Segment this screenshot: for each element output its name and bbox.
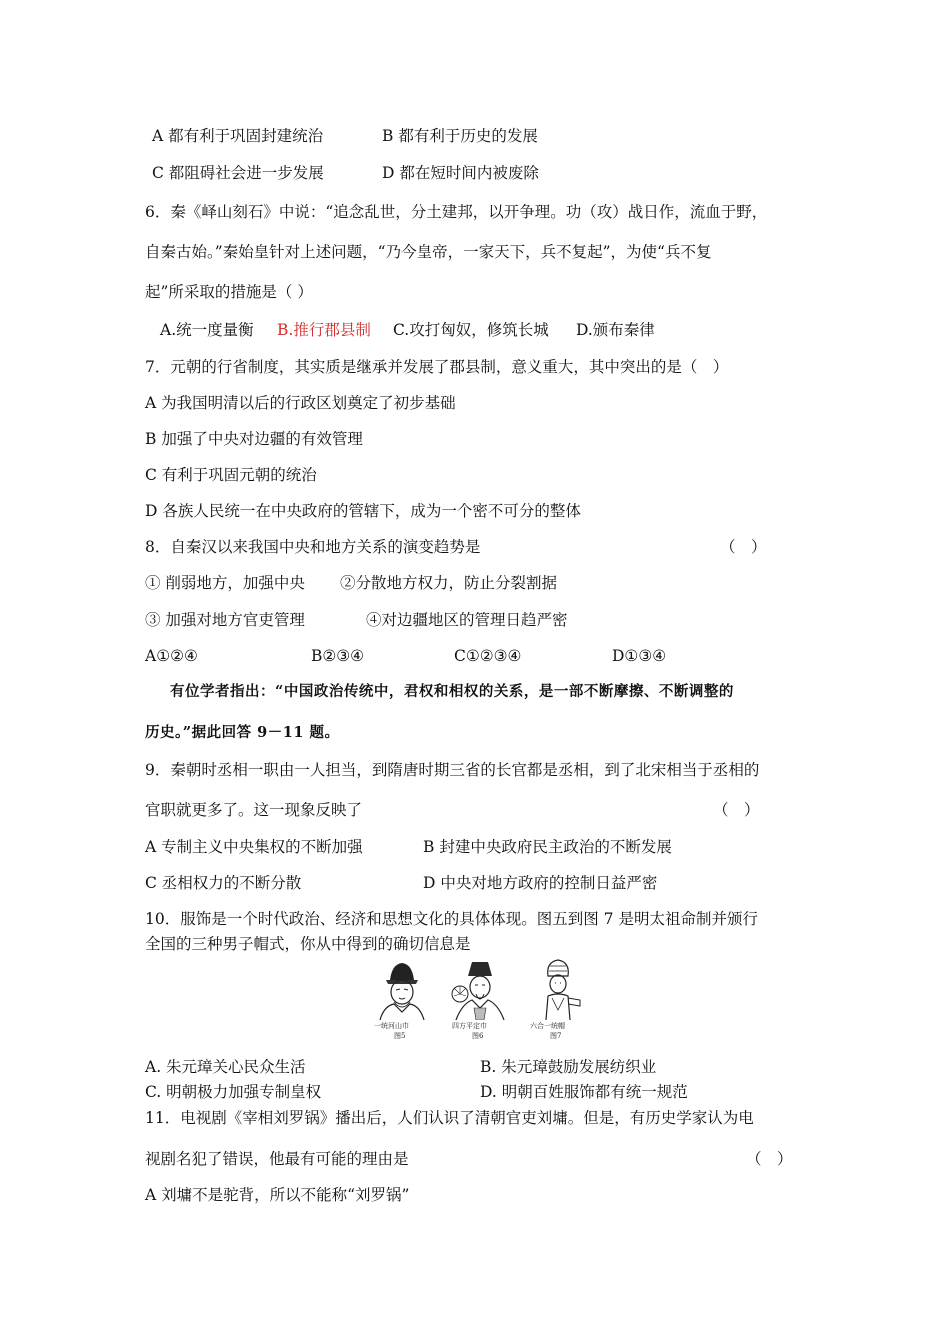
q9-option-b: B 封建中央政府民主政治的不断发展 [423,838,672,856]
q8-statement-1: ① 削弱地方，加强中央 [145,574,305,592]
q6-option-d: D.颁布秦律 [576,321,655,339]
q6-stem-line2: 自秦古始。”秦始皇针对上述问题，“乃今皇帝，一家天下，兵不复起”，为使“兵不复 [145,243,712,261]
figure-5-caption: 一统河山巾 [374,1022,409,1030]
figure-6-caption: 四方平定巾 [452,1022,487,1030]
q9-option-a: A 专制主义中央集权的不断加强 [145,838,363,856]
q8-option-c: C①②③④ [454,647,522,665]
q8-statement-3: ③ 加强对地方官吏管理 [145,611,305,629]
q8-option-a: A①②④ [145,647,198,665]
q8-option-d: D①③④ [612,647,667,665]
q9-stem-line1: 9．秦朝时丞相一职由一人担当，到隋唐时期三省的长官都是丞相，到了北宋相当于丞相的 [145,761,760,779]
figure-6-label: 图6 [472,1032,484,1040]
q6-stem-line1: 6．秦《峄山刻石》中说：“追念乱世，分土建邦，以开争理。功（攻）战日作，流血于野， [145,203,768,221]
man-with-square-hat-icon [450,958,510,1020]
q6-option-b-highlighted: B.推行郡县制 [277,321,371,339]
man-with-tall-hat-icon [528,958,588,1020]
q9-option-c: C 丞相权力的不断分散 [145,874,302,892]
q9-option-d: D 中央对地方政府的控制日益严密 [423,874,658,892]
q5-option-a: A 都有利于巩固封建统治 [152,127,324,145]
q9-answer-paren: （ ） [713,801,760,819]
q8-statement-2: ②分散地方权力，防止分裂割据 [340,574,558,592]
q10-option-a: A. 朱元璋关心民众生活 [145,1058,306,1076]
q7-option-a: A 为我国明清以后的行政区划奠定了初步基础 [145,394,456,412]
q7-option-d: D 各族人民统一在中央政府的管辖下，成为一个密不可分的整体 [145,502,581,520]
q10-stem-line2: 全国的三种男子帽式，你从中得到的确切信息是 [145,935,471,953]
q11-option-a: A 刘墉不是驼背，所以不能称“刘罗锅” [145,1186,410,1204]
q10-option-b: B. 朱元璋鼓励发展纺织业 [480,1058,657,1076]
man-with-hat-icon [372,958,432,1020]
q10-option-d: D. 明朝百姓服饰都有统一规范 [480,1083,688,1101]
q10-stem-line1: 10．服饰是一个时代政治、经济和思想文化的具体体现。图五到图 7 是明太祖命制并颁行 [145,910,758,928]
q5-option-c: C 都阻碍社会进一步发展 [152,164,324,182]
figure-5-illustration [372,958,432,1048]
section-intro-line1: 有位学者指出：“中国政治传统中，君权和相权的关系，是一部不断摩擦、不断调整的 [170,683,734,700]
figure-7-label: 图7 [550,1032,562,1040]
q5-option-d: D 都在短时间内被废除 [382,164,539,182]
figure-6-illustration [450,958,510,1048]
q8-statement-4: ④对边疆地区的管理日趋严密 [366,611,568,629]
q7-option-b: B 加强了中央对边疆的有效管理 [145,430,363,448]
q10-option-c: C. 明朝极力加强专制皇权 [145,1083,322,1101]
q11-answer-paren: （ ） [746,1150,793,1168]
q8-answer-paren: （ ） [720,538,767,556]
q6-option-c: C.攻打匈奴，修筑长城 [393,321,549,339]
q11-stem-line1: 11．电视剧《宰相刘罗锅》播出后，人们认识了清朝官吏刘墉。但是，有历史学家认为电 [145,1109,754,1127]
section-intro-line2: 历史。”据此回答 9－11 题。 [145,724,340,741]
q6-option-a: A.统一度量衡 [160,321,254,339]
q11-stem-line2: 视剧名犯了错误，他最有可能的理由是 [145,1150,409,1168]
q7-option-c: C 有利于巩固元朝的统治 [145,466,317,484]
figure-7-caption: 六合一统帽 [530,1022,565,1030]
q5-option-b: B 都有利于历史的发展 [382,127,538,145]
figure-5-label: 图5 [394,1032,406,1040]
q7-stem: 7．元朝的行省制度，其实质是继承并发展了郡县制，意义重大，其中突出的是（ ） [145,358,729,376]
q6-stem-line3: 起”所采取的措施是（ ） [145,283,313,301]
q9-stem-line2: 官职就更多了。这一现象反映了 [145,801,363,819]
q8-option-b: B②③④ [311,647,365,665]
q8-stem: 8．自秦汉以来我国中央和地方关系的演变趋势是 [145,538,481,556]
figure-7-illustration [528,958,588,1048]
